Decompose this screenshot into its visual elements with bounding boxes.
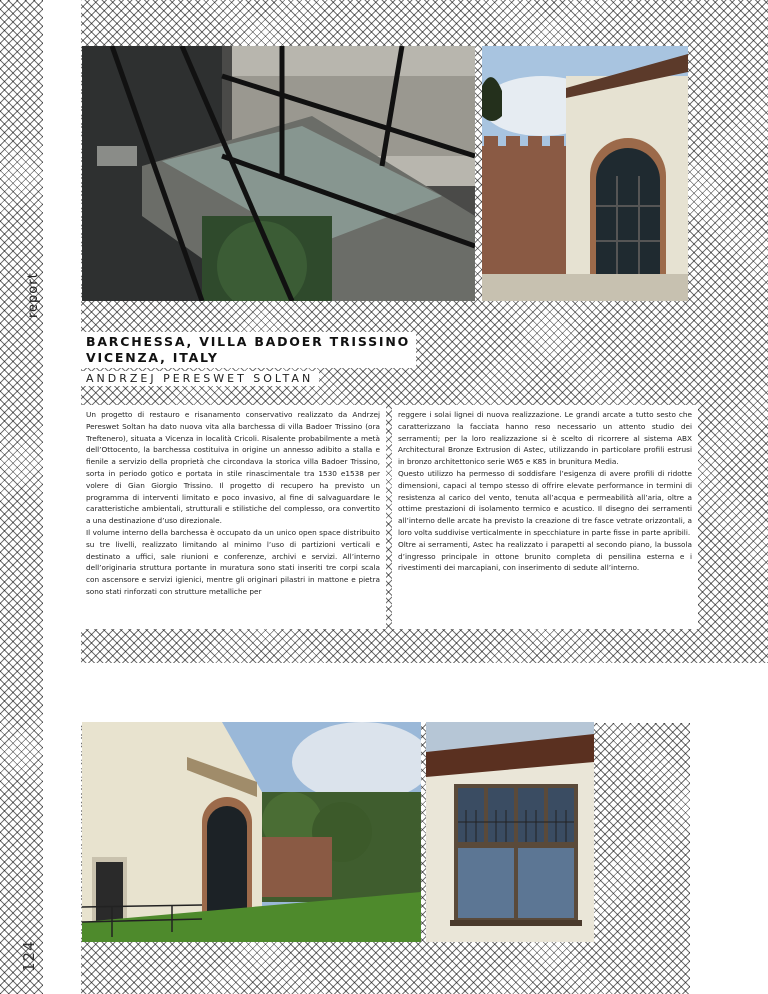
left-hatch-strip	[0, 0, 43, 994]
page-number: 124	[20, 940, 38, 972]
bottom-spacer	[43, 663, 768, 723]
text-column-right	[392, 405, 698, 629]
photo-interior	[82, 46, 475, 301]
title-line-2: VICENZA, ITALY	[86, 350, 219, 365]
paragraph: Un progetto di restauro e risanamento conservativo realizzato da Andrzej Pereswet Soltan ha dato nuova vita alla barchessa di villa Badoer Trissino (ora Treftenero), situata a Vicenza in località Cricoli. Risalente probabilmente a metà dell’Ottocento, la barchessa costituiva in origine un annesso adibito a stalla e fienile a servizio della proprietà che circondava la storica villa Badoer Trissino, sorta in periodo gotico e portata in stile rinascimentale tra 1530 e1538 per volere di Gian Giorgio Trissino. Il progetto di recupero ha previsto un programma di interventi limitato e poco invasivo, al fine di salvaguardare le caratteristiche ambientali, strutturali e stilistiche del complesso, ora convertito a una destinazione d’uso direzionale.	[86, 410, 380, 526]
right-margin	[690, 663, 768, 994]
article-title	[80, 332, 416, 368]
text-column-left	[80, 405, 386, 629]
paragraph: Questo utilizzo ha permesso di soddisfare l’esigenza di avere profili di ridotte dimensioni, capaci al tempo stesso di offrire elevate performance in termini di resistenza al carico del vento, tenuta all’acqua e permeabilità all’aria, oltre a ottime prestazioni di isolamento termico e acustico. Il disegno dei serramenti all’interno delle arcate ha previsto la creazione di tre fasce vetrate orizzontali, a loro volta suddivise verticalmente in specchiature in parte fisse in parte apribili.	[398, 468, 692, 537]
paragraph: reggere i solai lignei di nuova realizzazione. Le grandi arcate a tutto sesto che caratterizzano la facciata hanno reso necessario un attento studio dei serramenti; per la loro realizzazione si è scelto di ricorrere al sistema ABX Architectural Bronze Extrusion di Astec, utilizzando in particolare profili estrusi in bronzo architettonico serie W65 e K85 in brunitura Media.	[398, 410, 692, 467]
photo-arch-exterior	[482, 46, 688, 301]
left-margin	[43, 0, 81, 994]
title-line-1: BARCHESSA, VILLA BADOER TRISSINO	[86, 334, 411, 349]
author-name: ANDRZEJ PERESWET SOLTAN	[80, 371, 319, 386]
photo-window-detail	[426, 722, 594, 942]
section-label: report	[26, 272, 41, 318]
paragraph: Oltre ai serramenti, Astec ha realizzato i parapetti al secondo piano, la bussola d’ingresso principale in ottone brunito completa di pensilina esterna e i rivestimenti dei marcapiani, con inserimento di sedute all’interno.	[398, 539, 692, 573]
photo-building-lawn	[82, 722, 421, 942]
paragraph: Il volume interno della barchessa è occupato da un unico open space distribuito su tre livelli, realizzato limitando al minimo l’uso di partizioni verticali e destinato a uffici, sale riunioni e conferenze, archivi e servizi. All’interno dell’originaria struttura portante in muratura sono stati inseriti tre corpi scala con ascensore e servizi igienici, mentre gli originari pilastri in mattone e pietra sono stati rinforzati con strutture metalliche per	[86, 527, 380, 596]
